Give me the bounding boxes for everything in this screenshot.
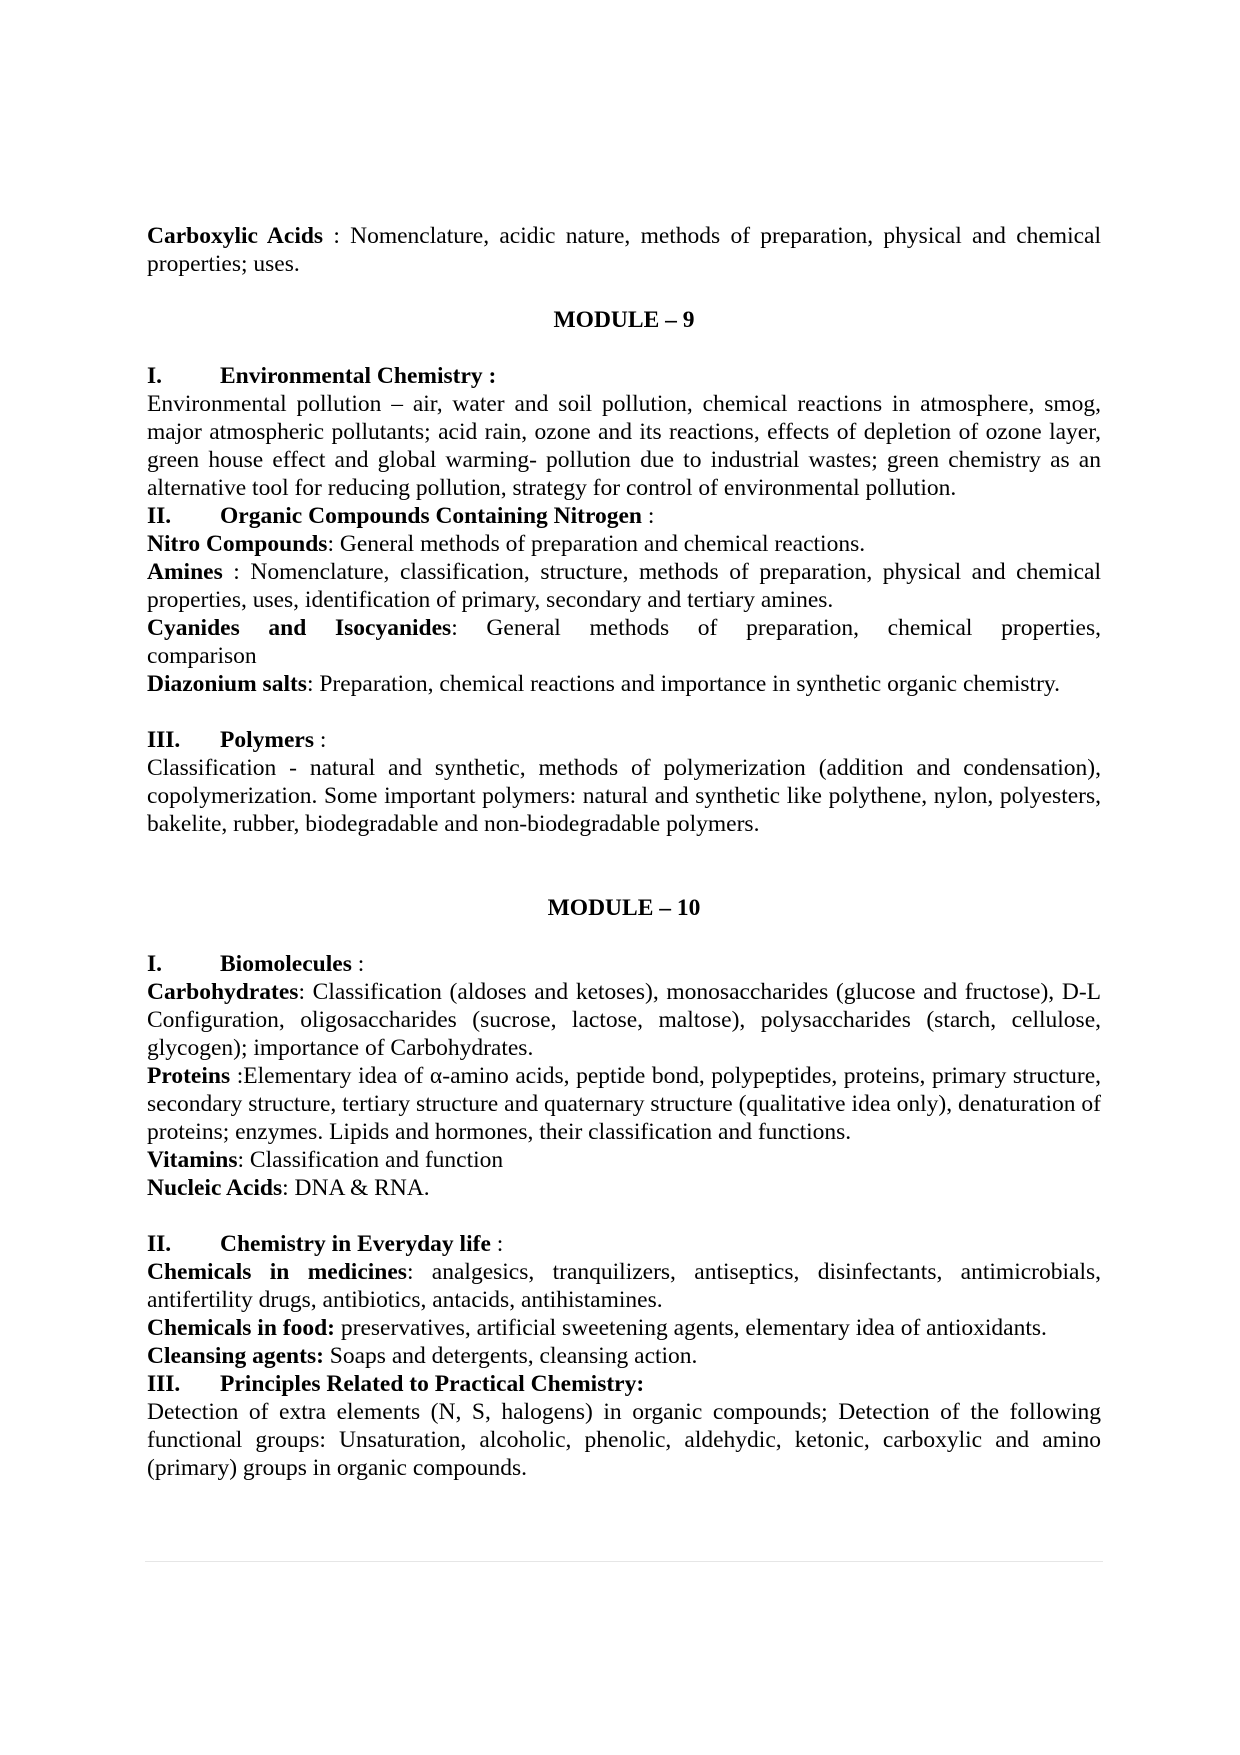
polymers-text: Classification - natural and synthetic, methods of polymerization (addition and condensation), copolymerization. Some important polymers: natural and synthetic like polythene, nylon, polyesters, bakelite, rubber, biodegradable and non-biodegradable polymers.	[147, 755, 1101, 837]
section-polymers-heading: III. Polymers :	[147, 727, 327, 753]
diazonium-salts-paragraph: Diazonium salts: Preparation, chemical reactions and importance in synthetic organic chemistry.	[147, 671, 1060, 697]
carboxylic-acids-heading: Carboxylic Acids	[147, 223, 324, 249]
section-everyday-chemistry-heading: II. Chemistry in Everyday life :	[147, 1231, 504, 1257]
vitamins-paragraph: Vitamins: Classification and function	[147, 1147, 504, 1173]
proteins-paragraph: Proteins :Elementary idea of α-amino acids, peptide bond, polypeptides, proteins, primary structure, secondary structure, tertiary structure and quaternary structure (qualitative idea only), denaturation of proteins; enzymes. Lipids and hormones, their classification and functions.	[147, 1063, 1101, 1145]
chemicals-in-food-paragraph: Chemicals in food: preservatives, artificial sweetening agents, elementary idea of antioxidants.	[147, 1315, 1047, 1341]
carbohydrates-paragraph: Carbohydrates: Classification (aldoses and ketoses), monosaccharides (glucose and fructose), D-L Configuration, oligosaccharides (sucrose, lactose, maltose), polysaccharides (starch, cellulose, glycogen); importance of Carbohydrates.	[147, 979, 1101, 1061]
nitro-compounds-paragraph: Nitro Compounds: General methods of preparation and chemical reactions.	[147, 531, 866, 557]
practical-chemistry-text: Detection of extra elements (N, S, halogens) in organic compounds; Detection of the following functional groups: Unsaturation, alcoholic, phenolic, aldehydic, ketonic, carboxylic and amino (primary) groups in organic compounds.	[147, 1399, 1101, 1481]
module-9-title: MODULE – 9	[553, 307, 695, 333]
nucleic-acids-paragraph: Nucleic Acids: DNA & RNA.	[147, 1175, 430, 1201]
amines-paragraph: Amines : Nomenclature, classification, structure, methods of preparation, physical and chemical properties, uses, identification of primary, secondary and tertiary amines.	[147, 559, 1101, 613]
page-content	[147, 222, 1101, 1482]
cleansing-agents-paragraph: Cleansing agents: Soaps and detergents, cleansing action.	[147, 1343, 698, 1369]
cyanides-paragraph: Cyanides and Isocyanides: General methods of preparation, chemical properties,	[147, 615, 1101, 641]
section-nitrogen-compounds-heading: II. Organic Compounds Containing Nitrogen :	[147, 503, 655, 529]
chemicals-in-medicines-paragraph: Chemicals in medicines: analgesics, tranquilizers, antiseptics, disinfectants, antimicrobials, antifertility drugs, antibiotics, antacids, antihistamines.	[147, 1259, 1101, 1313]
cyanides-paragraph-continued: comparison	[147, 643, 257, 669]
section-biomolecules-heading: I. Biomolecules :	[147, 951, 365, 977]
section-practical-chemistry-heading: III. Principles Related to Practical Chemistry:	[147, 1371, 645, 1397]
carboxylic-acids-paragraph: Carboxylic Acids : Nomenclature, acidic nature, methods of preparation, physical and chemical properties; uses.	[147, 223, 1102, 277]
environmental-chemistry-text: Environmental pollution – air, water and soil pollution, chemical reactions in atmosphere, smog, major atmospheric pollutants; acid rain, ozone and its reactions, effects of depletion of ozone layer, green house effect and global warming- pollution due to industrial wastes; green chemistry as an alternative tool for reducing pollution, strategy for control of environmental pollution.	[147, 391, 1101, 501]
module-10-title: MODULE – 10	[547, 895, 701, 921]
footer-divider	[145, 1561, 1103, 1562]
section-environmental-chemistry-heading: I. Environmental Chemistry :	[147, 363, 497, 389]
